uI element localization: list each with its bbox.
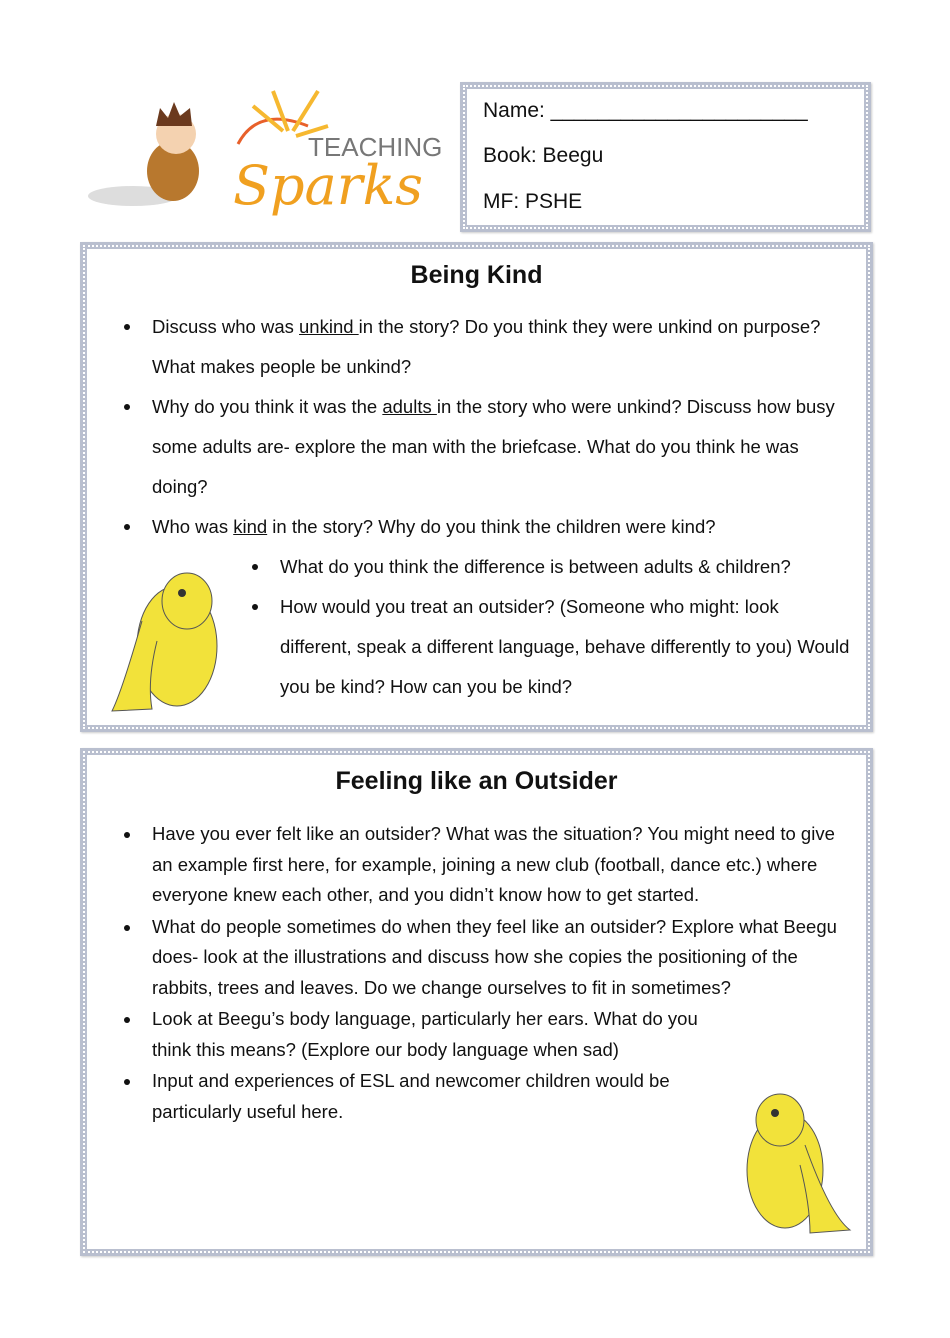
- svg-text:TEACHING: TEACHING: [308, 132, 443, 162]
- name-field[interactable]: Name: ______________________: [483, 99, 808, 122]
- student-info-box: [460, 82, 871, 232]
- list-item: Input and experiences of ESL and newcomer children would be particularly useful here.: [152, 1066, 722, 1127]
- beegu-illustration: [735, 1085, 865, 1245]
- beegu-illustration: [102, 561, 232, 721]
- book-label: Book: Beegu: [483, 144, 604, 167]
- svg-text:Sparks: Sparks: [233, 154, 424, 217]
- teaching-sparks-logo: [88, 86, 448, 226]
- list-item: How would you treat an outsider? (Someone who might: look different, speak a different language, behave differently to you) Would you be kind? How can you be kind?: [280, 587, 850, 707]
- being-kind-section: [80, 242, 873, 732]
- list-item: Have you ever felt like an outsider? What was the situation? You might need to give an example first here, for example, joining a new club (football, dance etc.) where everyone knew each other, and you didn’t know how to get started.: [152, 819, 852, 911]
- list-item: Why do you think it was the adults in the story who were unkind? Discuss how busy some adults are- explore the man with the briefcase. What do you think he was doing?: [152, 387, 852, 507]
- list-item: What do you think the difference is between adults & children?: [280, 547, 850, 587]
- list-item: What do people sometimes do when they feel like an outsider? Explore what Beegu does- look at the illustrations and discuss how she copies the positioning of the rabbits, trees and leaves. Do we change ourselves to fit in sometimes?: [152, 912, 852, 1004]
- list-item: Discuss who was unkind in the story? Do you think they were unkind on purpose? What makes people be unkind?: [152, 307, 852, 387]
- section-title: Being Kind: [410, 261, 543, 289]
- section-title: Feeling like an Outsider: [335, 767, 618, 795]
- list-item: Who was kind in the story? Why do you think the children were kind?: [152, 507, 852, 547]
- list-item: Look at Beegu’s body language, particularly her ears. What do you think this means? (Explore our body language when sad): [152, 1004, 722, 1065]
- mf-label: MF: PSHE: [483, 190, 583, 213]
- feeling-outsider-section: [80, 748, 873, 1256]
